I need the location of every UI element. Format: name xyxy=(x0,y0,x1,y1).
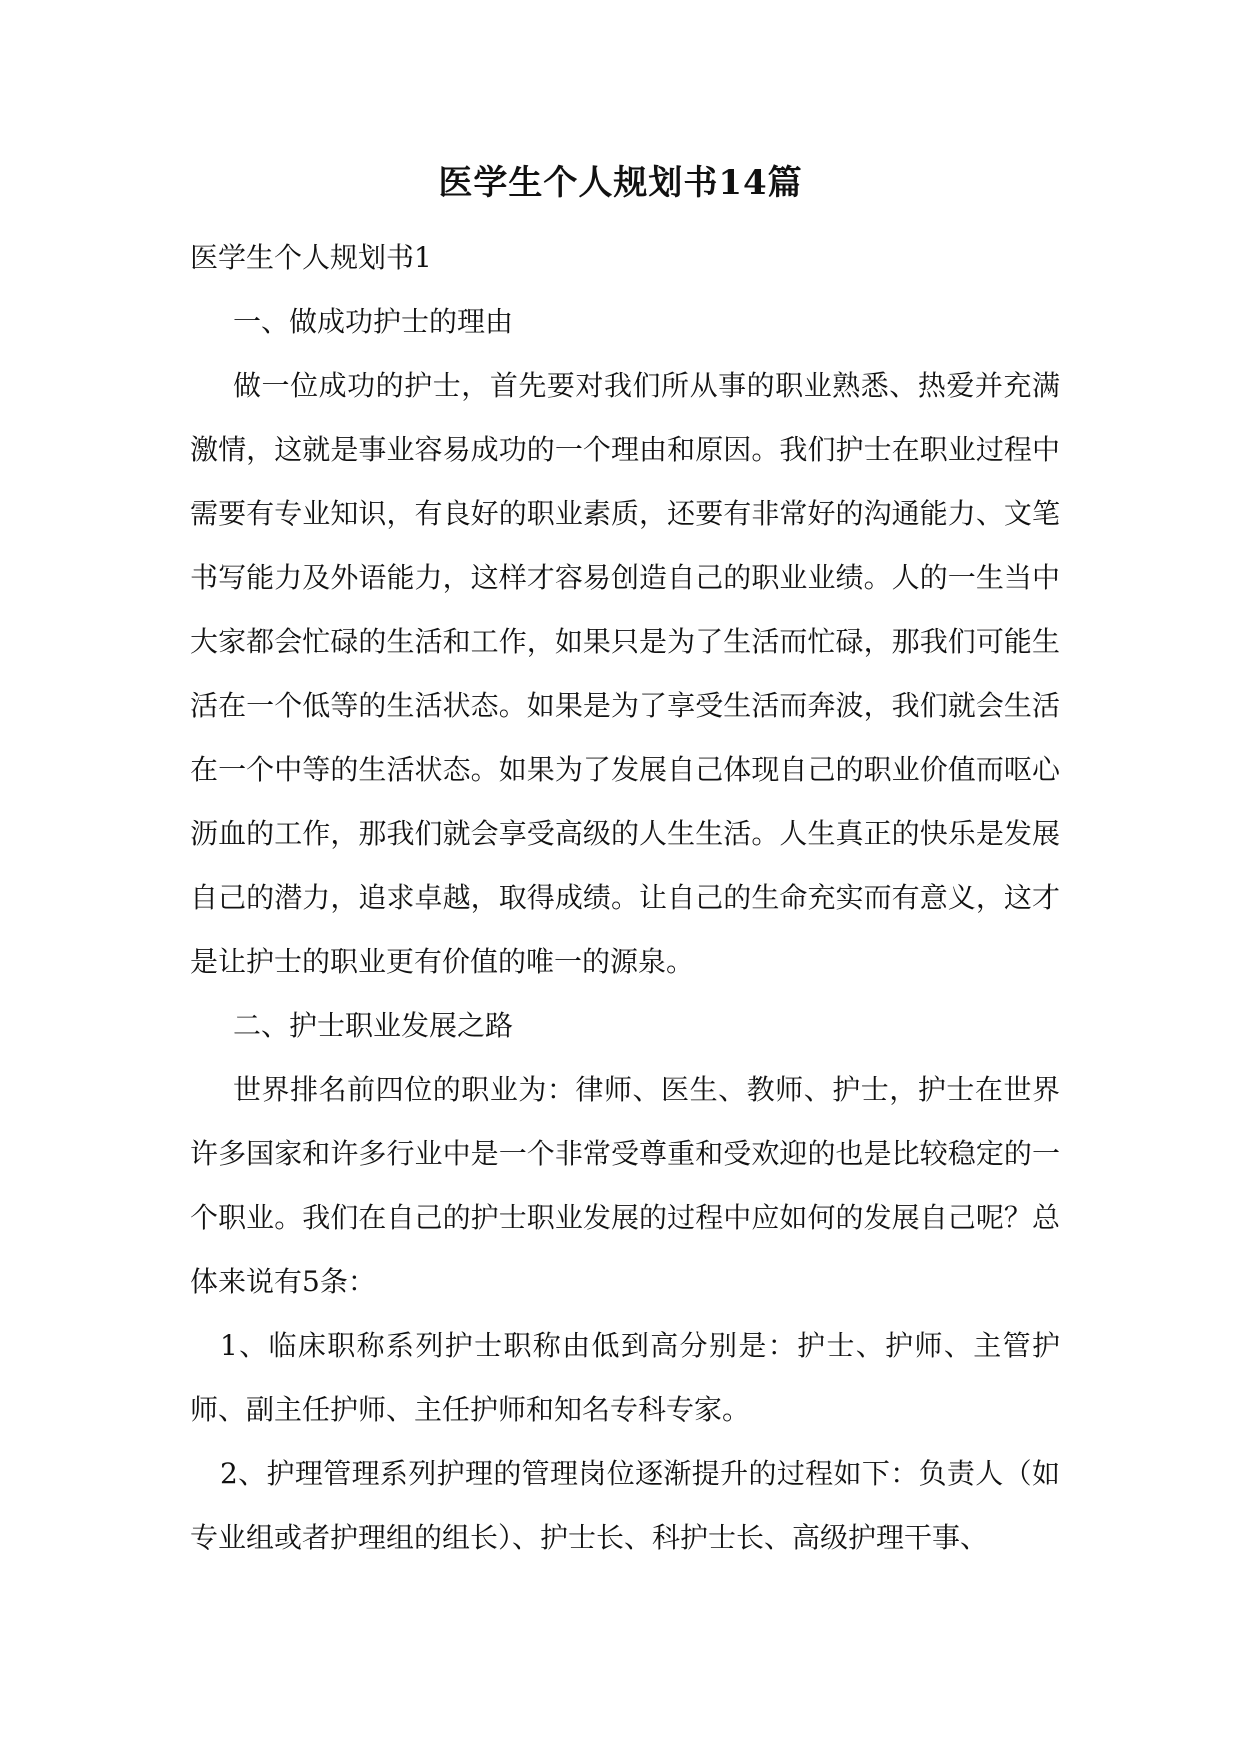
section-heading: 二、护士职业发展之路 xyxy=(233,1009,514,1042)
list-item: 2、护理管理系列护理的管理岗位逐渐提升的过程如下：负责人（如专业组或者护理组的组长）、护士长、科护士长、高级护理干事、 xyxy=(190,1457,1060,1554)
list-item: 1、临床职称系列护士职称由低到高分别是：护士、护师、主管护师、副主任护师、主任护师和知名专科专家。 xyxy=(190,1329,1060,1426)
document-body xyxy=(190,226,1060,1570)
section-heading: 一、做成功护士的理由 xyxy=(233,305,514,338)
document-title: 医学生个人规划书14篇 xyxy=(438,163,803,203)
body-paragraph: 做一位成功的护士，首先要对我们所从事的职业熟悉、热爱并充满激情，这就是事业容易成功的一个理由和原因。我们护士在职业过程中需要有专业知识，有良好的职业素质，还要有非常好的沟通能力、文笔书写能力及外语能力，这样才容易创造自己的职业业绩。人的一生当中大家都会忙碌的生活和工作，如果只是为了生活而忙碌，那我们可能生活在一个低等的生活状态。如果是为了享受生活而奔波，我们就会生活在一个中等的生活状态。如果为了发展自己体现自己的职业价值而呕心沥血的工作，那我们就会享受高级的人生生活。人生真正的快乐是发展自己的潜力，追求卓越，取得成绩。让自己的生命充实而有意义，这才是让护士的职业更有价值的唯一的源泉。 xyxy=(190,369,1060,978)
body-paragraph: 世界排名前四位的职业为：律师、医生、教师、护士，护士在世界许多国家和许多行业中是一个非常受尊重和受欢迎的也是比较稳定的一个职业。我们在自己的护士职业发展的过程中应如何的发展自己呢？总体来说有5条： xyxy=(190,1073,1060,1298)
section-heading: 医学生个人规划书1 xyxy=(190,241,432,274)
